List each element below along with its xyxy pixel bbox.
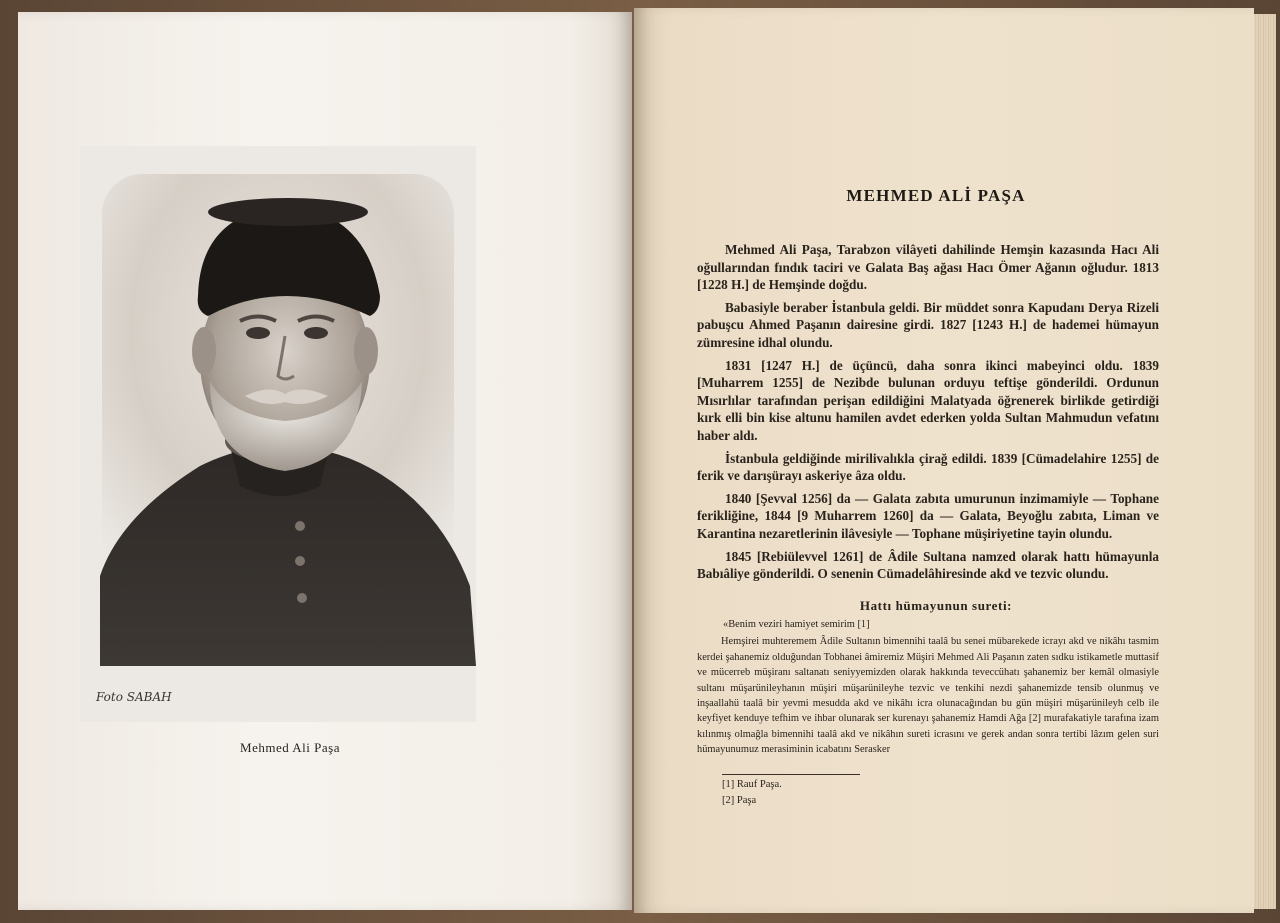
paragraph: 1840 [Şevval 1256] da — Galata zabıta umurunun inzimamiyle — Tophane ferikliğine, 1844 [9 Muharrem 1260] da — Galata, Beyoğlu zabıta, Liman ve Karantina nezaretlerinin ilâvesiyle — Tophane müşiriyetine tayin olundu. xyxy=(697,490,1159,541)
biography-text xyxy=(697,241,1159,588)
paragraph: İstanbula geldiğinde mirilivalıkla çirağ edildi. 1839 [Cümadelahire 1255] de ferik ve darışürayı askeriye âza oldu. xyxy=(697,450,1159,484)
paragraph: Babasiyle beraber İstanbula geldi. Bir müddet sonra Kapudanı Derya Rizeli pabuşcu Ahmed Paşanın dairesine girdi. 1827 [1243 H.] de hademei hümayun zümresine idhal olundu. xyxy=(697,299,1159,350)
page-title: MEHMED ALİ PAŞA xyxy=(846,186,1026,205)
photographer-signature: Foto SABAH xyxy=(96,690,172,704)
decree-opening: «Benim veziri hamiyet semirim [1] xyxy=(723,619,870,630)
decree-text xyxy=(697,617,1159,758)
footnotes xyxy=(722,777,782,809)
portrait-caption: Mehmed Ali Paşa xyxy=(240,740,340,755)
paragraph: 1845 [Rebiülevvel 1261] de Âdile Sultana namzed olarak hattı hümayunla Babıâliye gönderildi. O senenin Cümadelâhiresinde akd ve tezvic olundu. xyxy=(697,548,1159,582)
decree-body: Hemşirei muhteremem Âdile Sultanın bimennihi taalâ bu senei mübarekede icrayı akd ve nikâhı tasmim kerdei şahanemiz olduğundan Tobhanei âmiremiz Müşiri Mehmed Ali Paşanın zaten sıdku istikametle muttasif ve mücerreb müşiranı saltanatı seniyyemizden olarak hakkında teveccühatı şahanemiz ber kemâl olmasiyle sultanı müşarünileyhanın müşiri müşarünileyhe tezvic ve tenkihi nezdi şahanemizde tensib olunmuş ve inşaallahü taalâ bir yevmi mesudda akd ve nikâhı icra olunacağından bu gün müşiri müşarünileyh celb ile keyfiyet kenduye tefhim ve ihbar olunarak ser kurenayı şahanemiz Hamdi Ağa [2] murafakatiyle tarafına izam kılınmış olmağla bimennihi taalâ akd ve nikâhın sureti icrasını ve gerek andan sonra tertibi lâzım gelen suri hümayunumuz merasiminin icabatını Serasker xyxy=(697,636,1159,756)
paragraph: Mehmed Ali Paşa, Tarabzon vilâyeti dahilinde Hemşin kazasında Hacı Ali oğullarından fındık taciri ve Galata Baş ağası Hacı Ömer Ağanın oğludur. 1813 [1228 H.] de Hemşinde doğdu. xyxy=(697,242,1159,293)
page-edges xyxy=(1254,14,1276,909)
decree-heading: Hattı hümayunun sureti: xyxy=(859,598,1013,613)
footnote: [2] Paşa xyxy=(722,795,757,806)
portrait-photo xyxy=(80,146,476,722)
paragraph: 1831 [1247 H.] de üçüncü, daha sonra ikinci mabeyinci oldu. 1839 [Muharrem 1255] de Nezibde bulunan orduyu teftişe gönderildi. Ordunun Mısırlılar tarafından perişan edildiğini Malatyada öğrenerek birlikde getirdiği kırk elli bin kise altunu hamilen avdet ederken yolda Sultan Mahmudun vefatını haber aldı. xyxy=(697,357,1159,443)
footnote-rule xyxy=(722,774,860,775)
footnote: [1] Rauf Paşa. xyxy=(722,779,782,790)
